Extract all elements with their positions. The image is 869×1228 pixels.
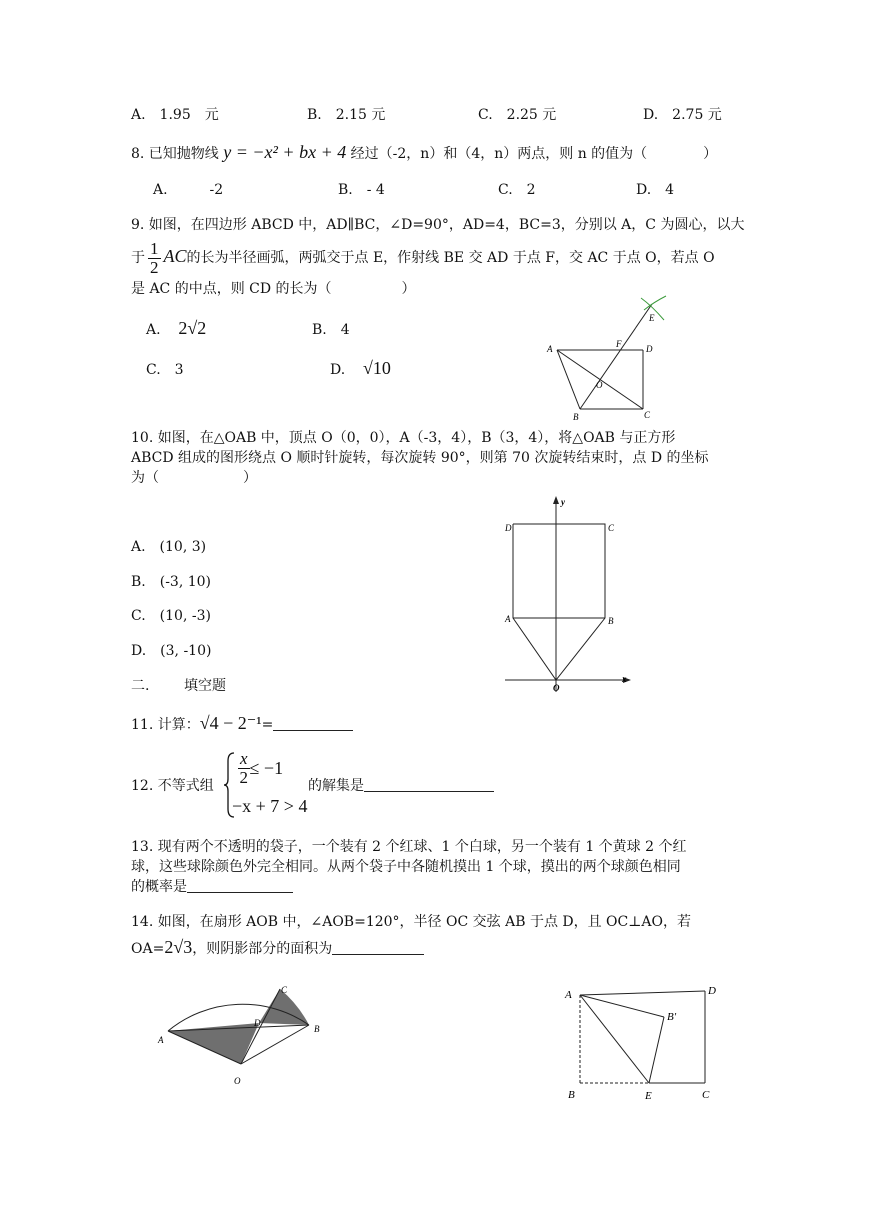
q9-option-a-value: 2√2 [178,318,207,338]
q14-oa-value: 2√3 [164,937,193,957]
section2-label: 二. [131,678,150,694]
q10-label-D: D [505,523,512,533]
q10-y-arrow [553,496,559,504]
q12-suffix: 的解集是 [308,776,494,796]
q9-line3: 是 AC 的中点，则 CD 的长为（ ） [131,281,416,297]
q11-prefix: 11. 计算： [131,717,200,733]
q10-label-A: A [505,614,511,624]
q10-option-d: D. (3, -10) [131,643,212,659]
q12-ineq1-rest: ≤ −1 [249,758,284,778]
fold-label-B: B [568,1089,575,1101]
q9-option-d: D. √10 [330,358,391,378]
fold-seg-B-prime-E [649,1017,664,1083]
q14-line2: OA=2√3，则阴影部分的面积为 [131,937,424,959]
q12-ineq1 [238,750,283,787]
q9-seg-AB [557,350,580,409]
q8-formula: y = −x² + bx + 4 [223,142,347,162]
q10-label-C: C [608,523,615,533]
q8-option-d: D. 4 [636,182,675,198]
q10-figure [495,492,640,694]
q8-option-c: C. 2 [498,182,536,198]
q12-ineq1-num: x [240,749,248,768]
q9-ray-BE [580,304,652,409]
q14-label-B: B [314,1024,320,1034]
q10-label-x: x [622,674,627,684]
q9-option-b: B. 4 [312,322,350,338]
q9-line2 [131,238,715,277]
q12-prefix: 12. 不等式组 [131,778,214,794]
q7-option-a: A. 1.95 元 [131,107,219,123]
q15-figure [560,980,720,1105]
q11 [131,713,353,735]
q9-label-A: A [547,344,553,354]
q9-line1: 9. 如图，在四边形 ABCD 中，AD∥BC，∠D=90°，AD=4，BC=3，分别以 A，C 为圆心，以大 [131,217,745,233]
q14-label-D: D [254,1018,261,1028]
fold-label-A: A [565,989,572,1001]
q11-formula: √4 − 2⁻¹ [199,713,262,733]
q12-ineq2: −x + 7 > 4 [232,796,308,816]
q10-option-b: B. (-3, 10) [131,574,212,590]
q10-line3: 为（ ） [131,470,257,486]
q14-label-A: A [158,1035,164,1045]
q10-label-y: y [561,497,565,507]
q12-answer-blank [364,777,494,792]
q10-label-O: O [553,683,560,693]
q10-line1: 10. 如图，在△OAB 中，顶点 O（0，0），A（-3，4），B（3，4），将△OAB 与正方形 [131,430,676,446]
q7-option-b: B. 2.15 元 [307,107,386,123]
section2-title: 填空题 [184,678,226,694]
q13-answer-blank [187,878,293,893]
q7-option-d: D. 2.75 元 [643,107,722,123]
q8-stem [131,142,717,164]
q10-line2: ABCD 组成的图形绕点 O 顺时针旋转，每次旋转 90°，则第 70 次旋转结束时，点 D 的坐标 [131,450,709,466]
q9-label-C: C [644,410,651,420]
q9-option-c: C. 3 [146,362,184,378]
q9-option-a: A. 2√2 [146,318,207,338]
q14-label-O: O [234,1076,241,1086]
q8-text-before: 8. 已知抛物线 [131,146,219,162]
fold-seg-AB-prime [580,995,664,1017]
q9-fraction: $\frac{1}{2}$ [150,238,159,277]
q8-text-after: 经过（-2，n）和（4，n）两点，则 n 的值为（ ） [350,146,718,162]
q10-label-B: B [608,616,614,626]
q9-label-E: E [649,313,655,323]
q9-label-O: O [596,380,603,390]
fold-label-D: D [708,985,716,997]
q9-line2-suffix: 的长为半径画弧，两弧交于点 E，作射线 BE 交 AD 于点 F，交 AC 于点 O，若点 O [186,250,715,266]
q13-line1: 13. 现有两个不透明的袋子，一个装有 2 个红球、1 个白球，另一个装有 1 个黄球 2 个红 [131,839,687,855]
q14-answer-blank [332,940,424,955]
q10-option-a: A. (10, 3) [131,539,207,555]
fold-label-E: E [645,1090,652,1102]
q9-line2-prefix: 于 [131,250,145,266]
fold-label-B-prime: B′ [667,1011,677,1023]
q14-label-C: C [281,985,288,995]
q13-line3: 的概率是 [131,877,293,897]
q9-option-d-value: √10 [363,358,391,378]
fold-label-C: C [702,1089,710,1101]
q13-line2: 球，这些球除颜色外完全相同。从两个袋子中各随机摸出 1 个球，摸出的两个球颜色相同 [131,859,681,875]
q7-option-c: C. 2.25 元 [478,107,557,123]
q9-frac-var: AC [163,246,187,266]
q10-shape-outline [513,524,605,680]
q14-figure [150,980,335,1090]
fold-seg-AE [580,995,649,1083]
q12-ineq1-den: 2 [239,768,249,787]
q8-option-a: A. -2 [153,182,224,198]
q9-label-D: D [646,344,653,354]
q9-figure [540,290,680,425]
q9-label-F: F [616,339,622,349]
q14-line1: 14. 如图，在扇形 AOB 中，∠AOB=120°，半径 OC 交弦 AB 于点 D，且 OC⊥AO，若 [131,914,692,930]
q11-answer-blank [273,716,353,731]
fold-seg-AD [580,991,705,995]
q10-option-c: C. (10, -3) [131,608,211,624]
q9-label-B: B [573,412,579,422]
q8-option-b: B. - 4 [338,182,385,198]
q11-eq: = [261,717,274,733]
